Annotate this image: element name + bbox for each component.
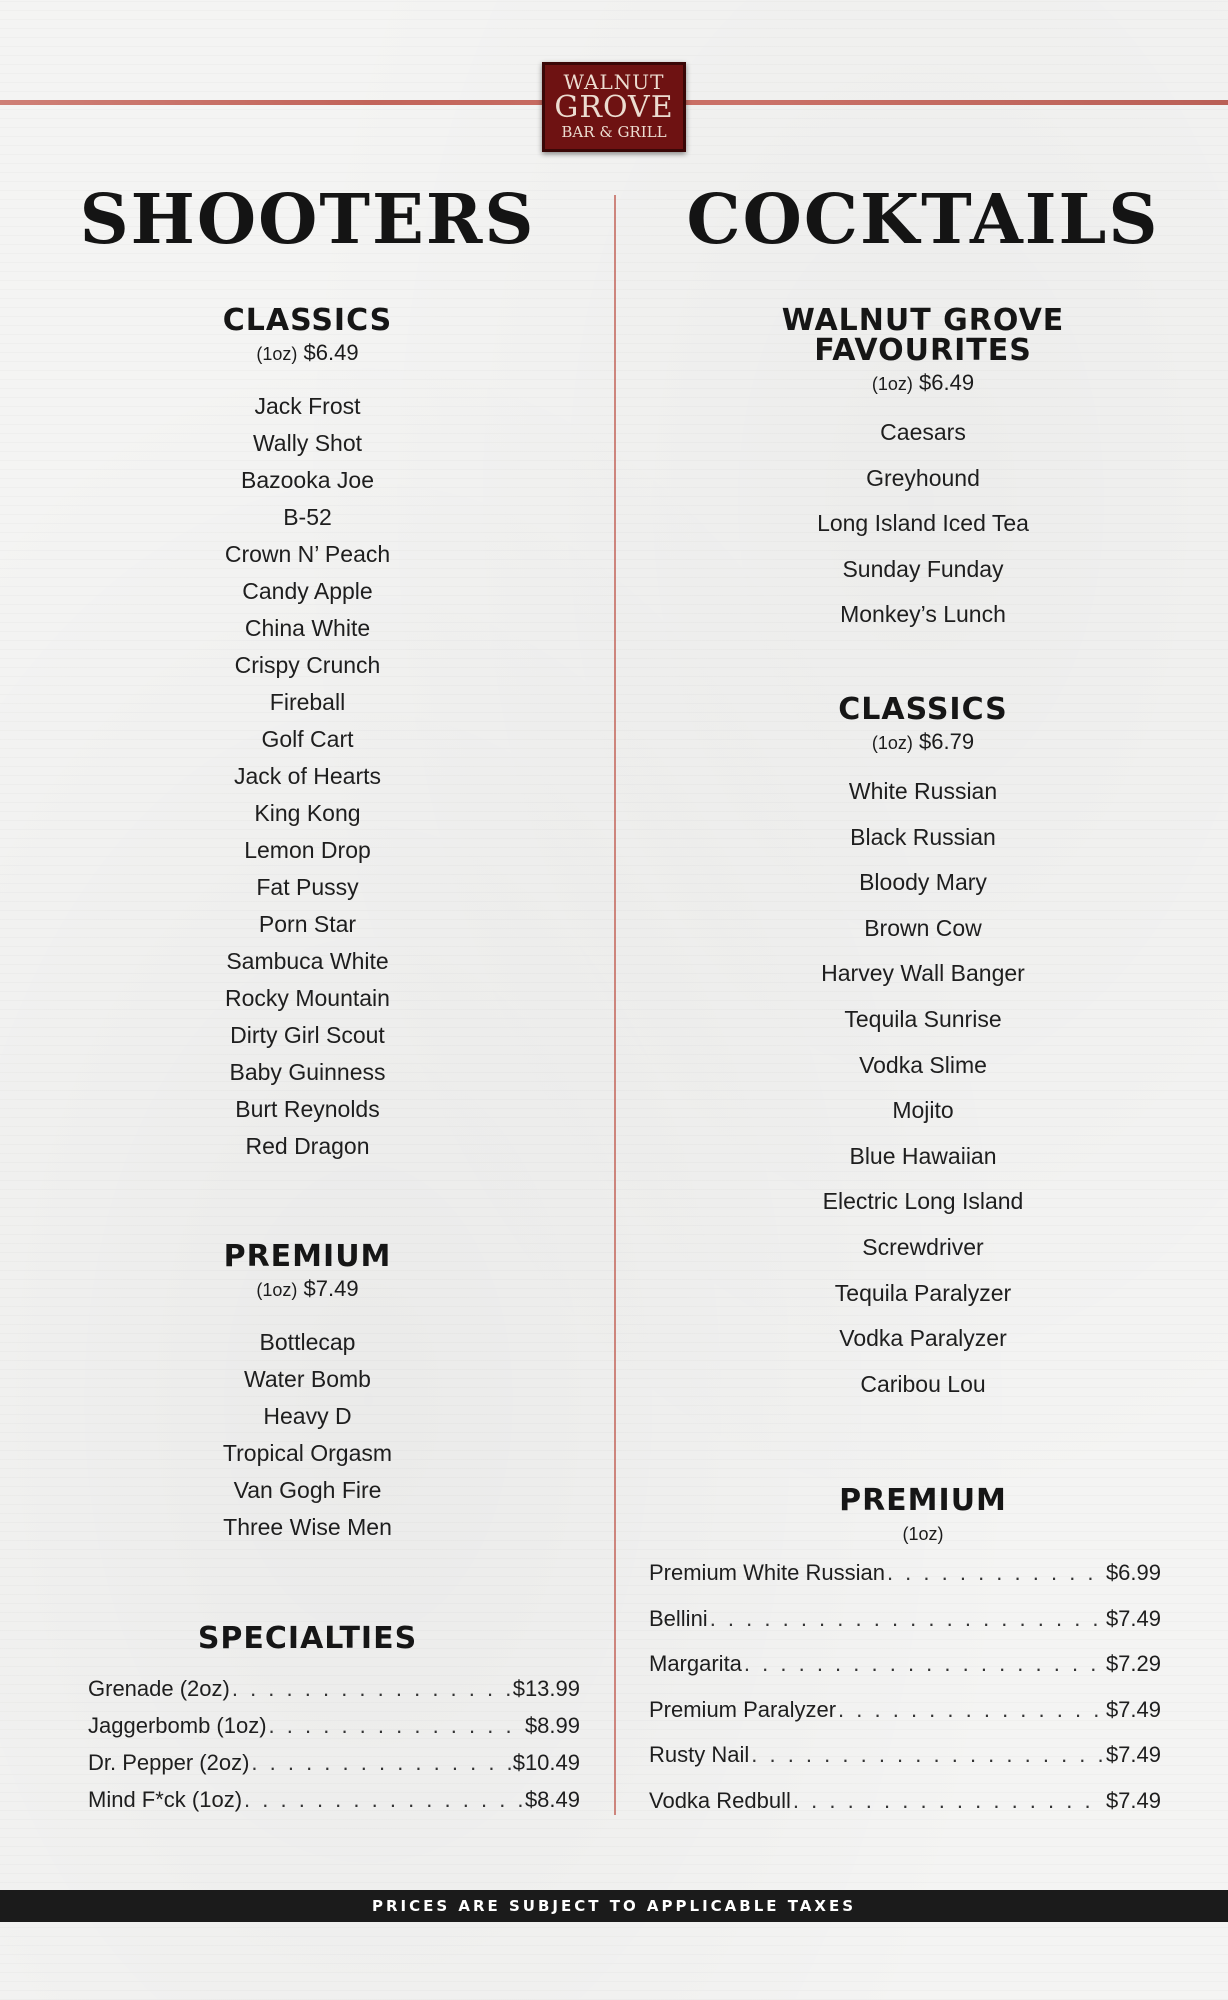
menu-item: Bazooka Joe — [241, 467, 374, 493]
cocktails-title: COCKTAILS — [686, 180, 1160, 260]
menu-item: Sunday Funday — [842, 555, 1004, 582]
cocktails-premium-price-line — [618, 1520, 1228, 1546]
shooters-premium-price: $7.49 — [303, 1276, 359, 1301]
menu-item: Bloody Mary — [859, 869, 987, 896]
menu-item-price: $7.49 — [1105, 1696, 1161, 1722]
cocktails-favourites-heading-line-1: WALNUT GROVE — [781, 303, 1065, 338]
menu-item: Monkey’s Lunch — [840, 601, 1006, 628]
menu-item: Tropical Orgasm — [222, 1440, 393, 1466]
menu-item-row — [649, 1550, 1161, 1596]
cocktails-favourites-section — [618, 303, 1228, 638]
menu-item: Crispy Crunch — [234, 652, 381, 678]
menu-item: China White — [244, 615, 371, 641]
shooters-premium-list — [0, 1324, 615, 1546]
menu-item-row — [88, 1670, 580, 1707]
shooters-premium-section — [0, 1239, 615, 1546]
menu-item: Golf Cart — [261, 726, 354, 752]
menu-item: Jack Frost — [254, 393, 361, 419]
menu-item: Crown N’ Peach — [224, 541, 391, 567]
menu-item: Blue Hawaiian — [849, 1142, 997, 1169]
menu-item: Dirty Girl Scout — [230, 1022, 385, 1048]
menu-item: Brown Cow — [864, 914, 982, 941]
menu-item-name: Dr. Pepper (2oz) — [88, 1750, 250, 1775]
shooters-classics-price: $6.49 — [303, 340, 359, 365]
cocktails-classics-size: (1oz) — [871, 733, 913, 753]
shooters-classics-size: (1oz) — [256, 344, 298, 364]
menu-item: Tequila Paralyzer — [834, 1279, 1012, 1306]
cocktails-premium-size: (1oz) — [902, 1524, 944, 1544]
menu-item: Vodka Paralyzer — [839, 1325, 1007, 1352]
dot-leader — [887, 1550, 1104, 1596]
menu-item: Screwdriver — [862, 1233, 984, 1260]
menu-item-row — [649, 1596, 1161, 1642]
dot-leader — [244, 1781, 523, 1818]
logo-line-1: WALNUT — [563, 70, 665, 94]
cocktails-classics-heading: CLASSICS — [838, 692, 1008, 727]
menu-item: Vodka Slime — [859, 1051, 987, 1078]
shooters-specialties-heading: SPECIALTIES — [197, 1621, 418, 1656]
menu-item: Greyhound — [866, 464, 980, 491]
menu-item-name: Premium Paralyzer — [649, 1696, 837, 1722]
menu-item: Mojito — [892, 1097, 954, 1124]
menu-item: Lemon Drop — [244, 837, 371, 863]
menu-item: Bottlecap — [259, 1329, 356, 1355]
dot-leader — [838, 1687, 1104, 1733]
menu-item-price: $8.99 — [524, 1713, 580, 1738]
cocktails-classics-price-line — [618, 729, 1228, 755]
cocktails-favourites-list — [618, 410, 1228, 638]
menu-item: B-52 — [283, 504, 332, 530]
shooters-classics-price-line — [0, 340, 615, 366]
menu-item-name: Jaggerbomb (1oz) — [88, 1713, 267, 1738]
logo-line-3: BAR & GRILL — [561, 123, 667, 141]
shooters-specialties-section — [0, 1621, 615, 1656]
menu-item: Candy Apple — [242, 578, 373, 604]
shooters-classics-section — [0, 303, 615, 1165]
shooters-premium-price-line — [0, 1276, 615, 1302]
dot-leader — [710, 1596, 1104, 1642]
menu-item-name: Rusty Nail — [649, 1742, 750, 1768]
menu-item: Sambuca White — [226, 948, 389, 974]
menu-item: King Kong — [254, 800, 361, 826]
menu-item: Electric Long Island — [822, 1188, 1024, 1215]
cocktails-favourites-heading-line-2: FAVOURITES — [814, 333, 1032, 368]
menu-item: Black Russian — [850, 823, 996, 850]
menu-item-price: $7.49 — [1105, 1787, 1161, 1813]
menu-item: Long Island Iced Tea — [817, 510, 1029, 537]
cocktails-classics-section — [618, 692, 1228, 1407]
cocktails-premium-list — [649, 1550, 1161, 1824]
tax-notice-footer: PRICES ARE SUBJECT TO APPLICABLE TAXES — [0, 1890, 1228, 1922]
menu-item-row — [88, 1781, 580, 1818]
menu-item: Three Wise Men — [223, 1514, 392, 1540]
menu-item: Heavy D — [263, 1403, 352, 1429]
menu-item: Wally Shot — [252, 430, 363, 456]
menu-item: Fireball — [269, 689, 346, 715]
shooters-specialties-list — [88, 1670, 580, 1818]
cocktails-classics-price: $6.79 — [919, 729, 975, 754]
menu-item-row — [649, 1778, 1161, 1824]
menu-item-price: $7.49 — [1105, 1605, 1161, 1631]
dot-leader — [793, 1778, 1104, 1824]
menu-item-price: $13.99 — [512, 1676, 580, 1701]
cocktails-favourites-size: (1oz) — [871, 374, 913, 394]
menu-item: Caesars — [880, 419, 966, 445]
menu-item-name: Mind F*ck (1oz) — [88, 1787, 243, 1812]
walnut-grove-logo — [542, 62, 686, 152]
menu-item-row — [649, 1641, 1161, 1687]
menu-item: Burt Reynolds — [235, 1096, 380, 1122]
dot-leader — [251, 1744, 510, 1781]
menu-item: Water Bomb — [244, 1366, 371, 1392]
menu-item-name: Bellini — [649, 1605, 708, 1631]
cocktails-classics-list — [618, 769, 1228, 1407]
dot-leader — [269, 1707, 523, 1744]
menu-item-price: $7.49 — [1105, 1742, 1161, 1768]
menu-item-name: Margarita — [649, 1651, 742, 1677]
menu-item: Tequila Sunrise — [844, 1005, 1002, 1032]
menu-item: Van Gogh Fire — [233, 1477, 382, 1503]
menu-item: Porn Star — [258, 911, 357, 937]
cocktails-premium-section — [618, 1483, 1228, 1546]
shooters-classics-list — [0, 388, 615, 1165]
menu-item: Caribou Lou — [860, 1370, 986, 1397]
shooters-classics-heading: CLASSICS — [222, 303, 393, 338]
menu-item-price: $10.49 — [512, 1750, 580, 1775]
dot-leader — [751, 1732, 1104, 1778]
menu-item: White Russian — [848, 778, 998, 804]
menu-item: Harvey Wall Banger — [821, 960, 1025, 987]
cocktails-favourites-price-line — [618, 370, 1228, 396]
shooters-premium-size: (1oz) — [256, 1280, 298, 1300]
menu-item: Red Dragon — [245, 1133, 370, 1159]
shooters-premium-heading: PREMIUM — [223, 1239, 392, 1274]
menu-item-price: $7.29 — [1105, 1651, 1161, 1677]
cocktails-premium-heading: PREMIUM — [839, 1483, 1007, 1518]
menu-item: Rocky Mountain — [225, 985, 390, 1011]
menu-item: Jack of Hearts — [234, 763, 381, 789]
menu-item-name: Grenade (2oz) — [88, 1676, 230, 1701]
dot-leader — [232, 1670, 511, 1707]
menu-item-row — [649, 1687, 1161, 1733]
menu-item: Baby Guinness — [229, 1059, 386, 1085]
menu-item-name: Premium White Russian — [649, 1560, 885, 1585]
menu-item-price: $6.99 — [1105, 1560, 1161, 1585]
cocktails-favourites-price: $6.49 — [919, 370, 975, 395]
menu-item-row — [88, 1744, 580, 1781]
menu-item-row — [649, 1732, 1161, 1778]
menu-item-name: Vodka Redbull — [649, 1787, 791, 1813]
shooters-title: SHOOTERS — [79, 180, 536, 260]
menu-item: Fat Pussy — [256, 874, 359, 900]
dot-leader — [744, 1641, 1104, 1687]
menu-item-row — [88, 1707, 580, 1744]
logo-line-2: GROVE — [554, 90, 674, 125]
menu-item-price: $8.49 — [524, 1787, 580, 1812]
